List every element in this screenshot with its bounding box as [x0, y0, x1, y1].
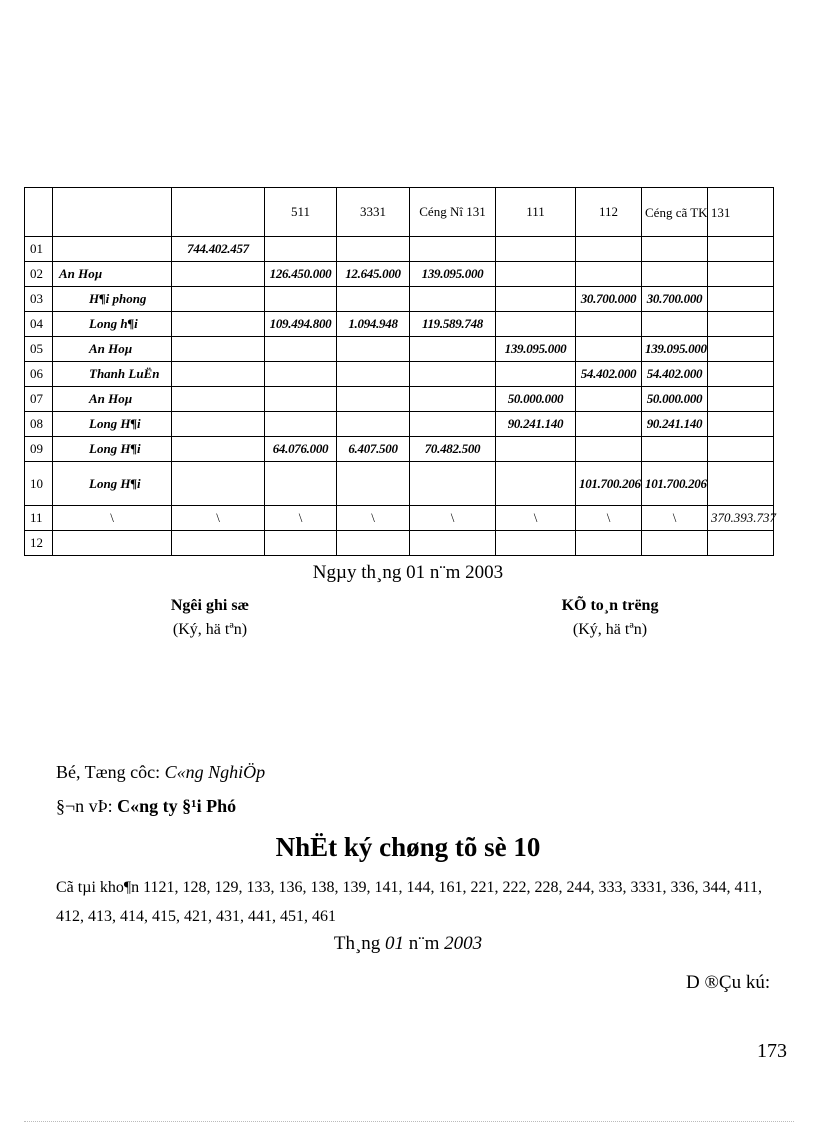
table-cell	[496, 462, 576, 506]
table-cell: 126.450.000	[265, 262, 337, 287]
table-cell: \	[53, 506, 172, 531]
document-title: NhËt ký chøng tõ sè 10	[275, 832, 541, 862]
table-cell: 70.482.500	[410, 437, 496, 462]
table-cell	[265, 531, 337, 556]
table-cell: 50.000.000	[642, 387, 708, 412]
table-cell	[337, 387, 410, 412]
table-cell: Long H¶i	[53, 437, 172, 462]
column-header: Céng cã TK 131	[642, 188, 708, 237]
signature-chief-accountant	[530, 597, 690, 639]
column-header: 3331	[337, 188, 410, 237]
table-cell: 09	[25, 437, 53, 462]
table-cell	[337, 362, 410, 387]
table-cell: 10	[25, 462, 53, 506]
table-cell	[576, 337, 642, 362]
table-cell	[410, 387, 496, 412]
signature-role: Ngêi ghi sæ	[170, 597, 250, 614]
table-cell: An Hoµ	[53, 387, 172, 412]
table-cell	[496, 531, 576, 556]
table-cell	[642, 237, 708, 262]
table-cell	[642, 437, 708, 462]
table-cell: \	[642, 506, 708, 531]
table-cell: 30.700.000	[642, 287, 708, 312]
table-cell	[172, 462, 265, 506]
table-cell	[576, 237, 642, 262]
column-header	[53, 188, 172, 237]
table-cell	[265, 237, 337, 262]
table-cell: 139.095.000	[496, 337, 576, 362]
table-cell	[708, 287, 774, 312]
table-cell	[708, 387, 774, 412]
table-cell	[708, 237, 774, 262]
month-label: Th¸ng	[333, 933, 386, 954]
table-cell: Thanh LuËn	[53, 362, 172, 387]
table-cell: Long H¶i	[53, 412, 172, 437]
table-cell: \	[576, 506, 642, 531]
table-cell	[265, 337, 337, 362]
table-cell	[265, 462, 337, 506]
table-cell	[265, 387, 337, 412]
column-header: 511	[265, 188, 337, 237]
table-cell: H¶i phong	[53, 287, 172, 312]
table-cell	[337, 412, 410, 437]
column-header: 111	[496, 188, 576, 237]
signature-note: (Ký, hä tªn)	[172, 621, 248, 638]
table-cell	[708, 262, 774, 287]
table-cell: 90.241.140	[642, 412, 708, 437]
table-cell	[172, 531, 265, 556]
table-cell	[496, 287, 576, 312]
table-cell	[337, 287, 410, 312]
date-line: Ngµy th¸ng 01 n¨m 2003	[312, 562, 504, 583]
table-cell	[265, 412, 337, 437]
table-cell: 11	[25, 506, 53, 531]
table-row	[25, 412, 774, 437]
table-cell	[337, 337, 410, 362]
table-cell	[708, 362, 774, 387]
table-cell	[708, 462, 774, 506]
table-cell: 06	[25, 362, 53, 387]
month-value: 01	[385, 933, 405, 954]
table-cell	[708, 531, 774, 556]
table-cell	[172, 287, 265, 312]
table-cell	[172, 412, 265, 437]
table-cell	[642, 531, 708, 556]
table-cell: 90.241.140	[496, 412, 576, 437]
ministry-label: Bé, Tæng côc:	[56, 762, 165, 782]
table-cell: 109.494.800	[265, 312, 337, 337]
journal-table	[24, 187, 774, 556]
table-cell	[642, 262, 708, 287]
table-cell	[708, 437, 774, 462]
table-cell: \	[496, 506, 576, 531]
table-cell: 12	[25, 531, 53, 556]
table-row	[25, 506, 774, 531]
table-cell: Long H¶i	[53, 462, 172, 506]
table-cell: 12.645.000	[337, 262, 410, 287]
table-cell	[172, 362, 265, 387]
table-cell: Long h¶i	[53, 312, 172, 337]
table-cell	[410, 287, 496, 312]
table-row	[25, 362, 774, 387]
table-cell: \	[410, 506, 496, 531]
table-cell: 1.094.948	[337, 312, 410, 337]
table-cell: \	[172, 506, 265, 531]
table-cell: 139.095.000	[642, 337, 708, 362]
table-cell: 139.095.000	[410, 262, 496, 287]
table-row	[25, 262, 774, 287]
table-cell	[172, 262, 265, 287]
table-cell	[496, 237, 576, 262]
column-header	[25, 188, 53, 237]
signature-note: (Ký, hä tªn)	[572, 621, 648, 638]
signature-bookkeeper	[130, 597, 290, 639]
unit-label: §¬n vÞ:	[56, 796, 118, 816]
accounts-list: Cã tµi kho¶n 1121, 128, 129, 133, 136, 138, 139, 141, 144, 161, 221, 222, 228, 244, 333, 3331, 336, 344, 411, 412, 413, 414, 415, 421, 431, 441, 451, 461	[56, 879, 762, 925]
table-cell: 08	[25, 412, 53, 437]
table-cell	[642, 312, 708, 337]
column-header: 112	[576, 188, 642, 237]
table-cell	[172, 387, 265, 412]
table-row	[25, 237, 774, 262]
table-cell	[410, 531, 496, 556]
table-cell	[708, 337, 774, 362]
table-cell	[496, 362, 576, 387]
table-cell	[53, 237, 172, 262]
signature-role: KÕ to¸n trëng	[561, 597, 659, 614]
table-cell: An Hoµ	[53, 262, 172, 287]
table-cell	[576, 262, 642, 287]
unit-value: C«ng ty §¹i Phó	[117, 796, 237, 816]
table-cell	[172, 337, 265, 362]
table-cell	[576, 312, 642, 337]
column-header	[172, 188, 265, 237]
table-row	[25, 387, 774, 412]
table-cell	[410, 337, 496, 362]
table-cell	[410, 237, 496, 262]
table-row	[25, 287, 774, 312]
table-cell: 04	[25, 312, 53, 337]
table-header-row	[25, 188, 774, 237]
table-cell: 02	[25, 262, 53, 287]
table-cell	[576, 437, 642, 462]
table-cell: 54.402.000	[576, 362, 642, 387]
table-cell	[708, 412, 774, 437]
table-cell	[708, 312, 774, 337]
table-cell	[172, 437, 265, 462]
year-value: 2003	[444, 933, 483, 954]
table-cell	[496, 312, 576, 337]
table-cell	[337, 237, 410, 262]
table-cell	[410, 462, 496, 506]
table-cell: 101.700.206	[642, 462, 708, 506]
table-row	[25, 312, 774, 337]
table-cell: 07	[25, 387, 53, 412]
column-header: Céng Nî 131	[410, 188, 496, 237]
table-row	[25, 437, 774, 462]
table-cell: 03	[25, 287, 53, 312]
table-cell: \	[265, 506, 337, 531]
table-cell	[410, 362, 496, 387]
table-cell	[410, 412, 496, 437]
table-cell	[576, 387, 642, 412]
table-cell: 6.407.500	[337, 437, 410, 462]
table-row	[25, 462, 774, 506]
table-cell: 05	[25, 337, 53, 362]
opening-balance-label: D ®Çu kú:	[686, 972, 771, 993]
table-row	[25, 337, 774, 362]
table-cell: 119.589.748	[410, 312, 496, 337]
table-cell: An Hoµ	[53, 337, 172, 362]
table-cell	[496, 262, 576, 287]
ministry-line	[56, 762, 265, 783]
table-row	[25, 531, 774, 556]
table-cell: 50.000.000	[496, 387, 576, 412]
table-cell: 370.393.737	[708, 506, 774, 531]
table-cell: 101.700.206	[576, 462, 642, 506]
bottom-divider	[24, 1121, 794, 1122]
table-cell	[576, 531, 642, 556]
table-cell	[576, 412, 642, 437]
table-cell: \	[337, 506, 410, 531]
table-cell	[337, 462, 410, 506]
page-number: 173	[757, 1040, 787, 1062]
table-cell	[265, 362, 337, 387]
unit-line	[56, 796, 236, 817]
table-cell	[53, 531, 172, 556]
table-cell	[496, 437, 576, 462]
table-cell: 54.402.000	[642, 362, 708, 387]
table-cell: 01	[25, 237, 53, 262]
table-cell	[265, 287, 337, 312]
year-label: n¨m	[404, 933, 445, 954]
table-cell: 744.402.457	[172, 237, 265, 262]
table-cell: 64.076.000	[265, 437, 337, 462]
table-cell	[172, 312, 265, 337]
ministry-value: C«ng NghiÖp	[164, 762, 266, 782]
table-cell: 30.700.000	[576, 287, 642, 312]
table-cell	[337, 531, 410, 556]
month-line	[0, 933, 816, 955]
